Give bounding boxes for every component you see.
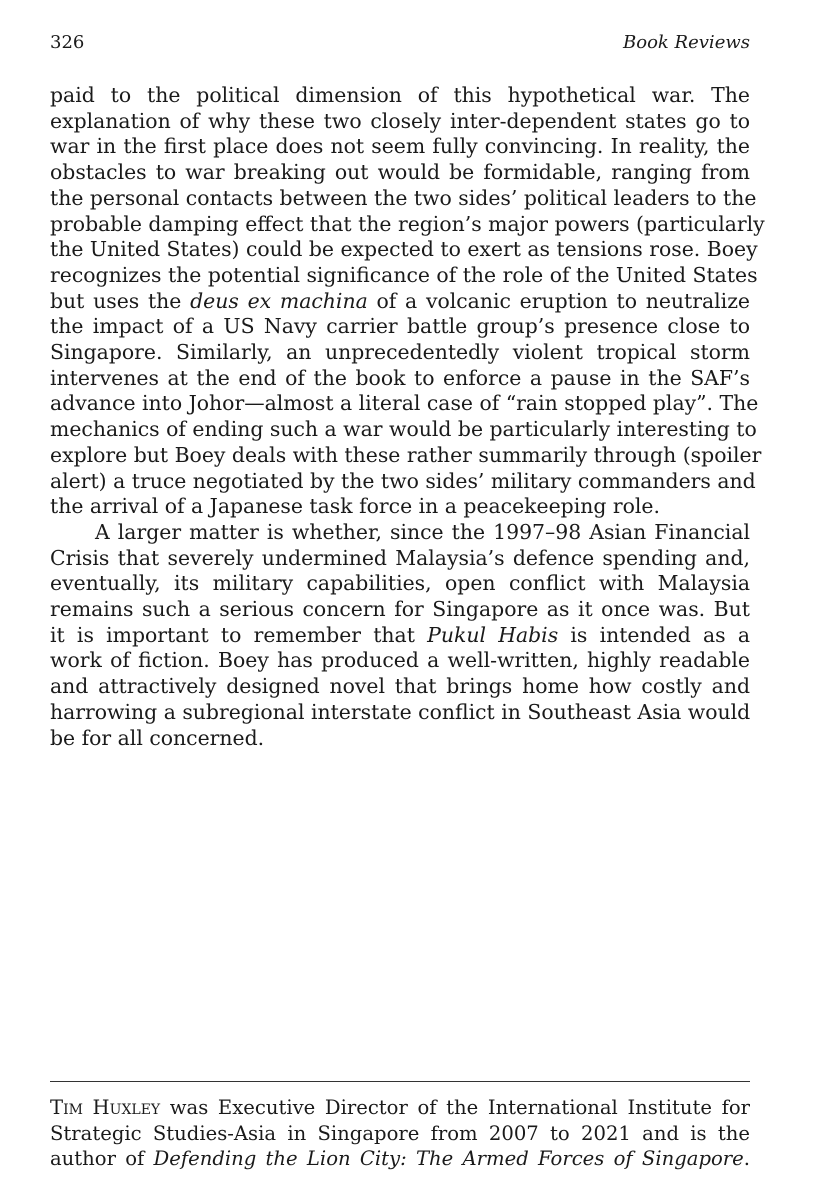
text-line xyxy=(50,289,750,315)
book-title: Defending the Lion City: The Armed Forces of Singapore xyxy=(153,1147,744,1170)
text-line: war in the first place does not seem fully convincing. In reality, the xyxy=(50,134,750,159)
page-header xyxy=(50,30,750,60)
text-line: A larger matter is whether, since the 1997–98 Asian Financial xyxy=(95,519,750,544)
text-line: remains such a serious concern for Singapore as it once was. But xyxy=(50,597,750,622)
text-segment: but uses the xyxy=(50,288,191,313)
text-line: the impact of a US Navy carrier battle group’s presence close to xyxy=(50,314,750,339)
text-line: explore but Boey deals with these rather summarily through (spoiler xyxy=(50,442,762,467)
text-line: alert) a truce negotiated by the two sides’ military commanders and xyxy=(50,468,756,493)
text-line: explanation of why these two closely inter-dependent states go to xyxy=(50,108,750,133)
review-body xyxy=(50,83,765,751)
reviewer-bio xyxy=(50,1095,750,1172)
text-line: eventually, its military capabilities, open conflict with Malaysia xyxy=(50,571,750,596)
text-segment: of a volcanic eruption to neutralize xyxy=(367,288,750,313)
italic-phrase: deus ex machina xyxy=(190,288,368,313)
reviewer-name: Tim Huxley xyxy=(50,1096,161,1119)
text-line: and attractively designed novel that brings home how costly and xyxy=(50,674,750,699)
text-line: advance into Johor—almost a literal case of “rain stopped play”. The xyxy=(50,391,759,416)
text-line: the personal contacts between the two sides’ political leaders to the xyxy=(50,185,757,210)
footnote-divider xyxy=(50,1081,750,1082)
text-line: Singapore. Similarly, an unprecedentedly violent tropical storm xyxy=(50,340,750,365)
text-segment: is intended as a xyxy=(558,622,750,647)
text-line xyxy=(50,1146,750,1172)
text-line: the United States) could be expected to exert as tensions rose. Boey xyxy=(50,237,758,262)
text-line: intervenes at the end of the book to enforce a pause in the SAF’s xyxy=(50,365,750,390)
text-line: paid to the political dimension of this hypothetical war. The xyxy=(50,83,750,107)
text-line: recognizes the potential significance of the role of the United States xyxy=(50,262,758,287)
text-segment: author of xyxy=(50,1147,154,1170)
text-line: Strategic Studies-Asia in Singapore from 2007 to 2021 and is the xyxy=(50,1121,750,1145)
text-line: Crisis that severely undermined Malaysia’s defence spending and, xyxy=(50,545,750,570)
text-line: probable damping effect that the region’s major powers (particularly xyxy=(50,211,765,236)
text-line: work of fiction. Boey has produced a well-written, highly readable xyxy=(50,648,750,673)
paragraph-1 xyxy=(50,83,765,520)
text-line xyxy=(50,1095,750,1121)
text-line: be for all concerned. xyxy=(50,725,265,750)
text-line xyxy=(50,623,750,649)
text-line: harrowing a subregional interstate conflict in Southeast Asia would xyxy=(50,699,751,724)
page-number: 326 xyxy=(50,32,85,53)
running-head: Book Reviews xyxy=(623,32,750,53)
text-segment: it is important to remember that xyxy=(50,622,428,647)
text-line: obstacles to war breaking out would be formidable, ranging from xyxy=(50,160,750,185)
italic-phrase: Pukul Habis xyxy=(427,622,559,647)
paragraph-2 xyxy=(50,520,750,751)
text-segment: . xyxy=(743,1147,750,1170)
text-segment: was Executive Director of the International Institute for xyxy=(160,1096,750,1119)
text-line: the arrival of a Japanese task force in a peacekeeping role. xyxy=(50,494,660,519)
text-line: mechanics of ending such a war would be particularly interesting to xyxy=(50,417,757,442)
